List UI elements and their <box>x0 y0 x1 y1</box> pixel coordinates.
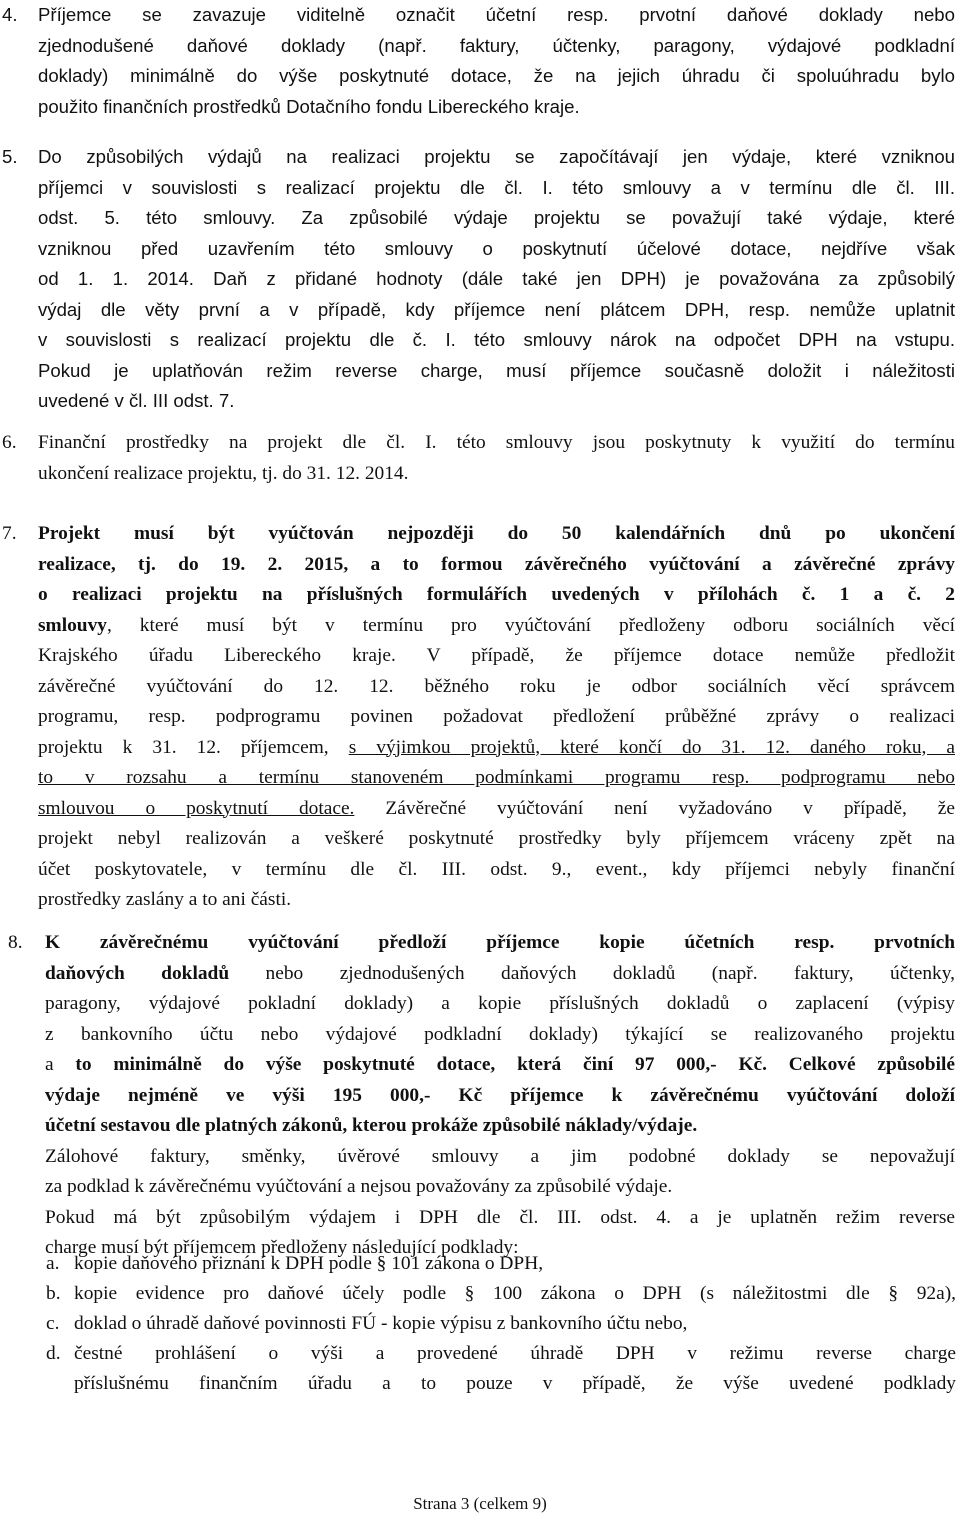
text-line: charge musí být příjemcem předloženy následující podklady: <box>45 1237 519 1258</box>
subitem-label: a. <box>46 1253 60 1274</box>
text-line: ukončení realizace projektu, tj. do 31. 12. 2014. <box>38 462 409 484</box>
text-line <box>38 550 955 581</box>
subitem-text <box>74 1249 956 1279</box>
text-line: Pokud má být způsobilým výdajem i DPH dle čl. III. odst. 4. a je uplatněn režim reverse <box>45 1206 955 1228</box>
text-line: z bankovního účtu nebo výdajové podkladní doklady) týkající se realizovaného projektu <box>45 1023 955 1045</box>
underlined-text: smlouvou o poskytnutí dotace. <box>38 797 355 819</box>
text-line: doklady) minimálně do výše poskytnuté dotace, že na jejich úhradu či spoluúhradu bylo <box>38 65 955 86</box>
text-line: kopie daňového přiznání k DPH podle § 101 zákona o DPH, <box>74 1253 544 1274</box>
bold-text: o realizaci projektu na příslušných formulářích uvedených v přílohách č. 1 a č. 2 <box>38 584 955 605</box>
text-line: za podklad k závěrečnému vyúčtování a nejsou považovány za způsobilé výdaje. <box>45 1176 673 1197</box>
text-line: projektu k 31. 12. příjemcem, s výjimkou projektů, které končí do 31. 12. daného roku, a <box>38 736 955 758</box>
bold-text: výdaje nejméně ve výši 195 000,- Kč příjemce k závěrečnému vyúčtování doloží <box>45 1084 955 1106</box>
text-line: čestné prohlášení o výši a provedené úhradě DPH v režimu reverse charge <box>74 1343 956 1364</box>
text-line: Pokud je uplatňován režim reverse charge, musí příjemce současně doložit i náležitosti <box>38 359 955 381</box>
bold-text: daňových dokladů <box>45 962 230 984</box>
bold-text: to minimálně do výše poskytnuté dotace, která činí 97 000,- Kč. <box>75 1054 767 1075</box>
text-line: Do způsobilých výdajů na realizaci projektu se započítávají jen výdaje, které vzniknou <box>38 146 955 167</box>
text-line <box>38 580 955 611</box>
underlined-text: to v rozsahu a termínu stanoveném podmínkami programu resp. podprogramu nebo <box>38 767 955 788</box>
text-line: a to minimálně do výše poskytnuté dotace, která činí 97 000,- Kč. Celkové způsobilé <box>45 1054 955 1075</box>
clause-text <box>38 0 955 122</box>
clause-number: 4. <box>2 4 18 25</box>
text-line: programu, resp. podprogramu povinen požadovat předložení průběžné zprávy o realizaci <box>38 706 955 727</box>
clause-number: 8. <box>8 932 23 953</box>
clause-number: 6. <box>2 432 17 453</box>
text-line <box>45 928 955 959</box>
text-line: výdaj dle věty první a v případě, kdy příjemce není plátcem DPH, resp. nemůže uplatnit <box>38 298 955 320</box>
text-line <box>38 763 955 794</box>
text-line: Krajského úřadu Libereckého kraje. V případě, že příjemce dotace nemůže předložit <box>38 645 955 666</box>
text-line: Finanční prostředky na projekt dle čl. I. této smlouvy jsou poskytnuty k využití do termínu <box>38 432 955 453</box>
subitem-label: c. <box>46 1313 60 1334</box>
subitem-label: b. <box>46 1283 61 1304</box>
text-line: příjemci v souvislosti s realizací projektu dle čl. I. této smlouvy a v termínu dle čl. III. <box>38 176 955 198</box>
text-line: prostředky zaslány a to ani části. <box>38 889 292 910</box>
text-line: Příjemce se zavazuje viditelně označit účetní resp. prvotní daňové doklady nebo <box>38 4 955 25</box>
text-line: použito finančních prostředků Dotačního fondu Libereckého kraje. <box>38 95 580 117</box>
page-footer: Strana 3 (celkem 9) <box>413 1494 547 1513</box>
text-line: uvedené v čl. III odst. 7. <box>38 390 235 411</box>
clause-number: 5. <box>2 146 18 167</box>
bold-text: K závěrečnému vyúčtování předloží příjemce kopie účetních resp. prvotních <box>45 932 955 953</box>
subitem-label: d. <box>46 1343 61 1364</box>
bold-text: smlouvy <box>38 614 107 636</box>
clause-text <box>45 928 955 1264</box>
text-line: zjednodušené daňové doklady (např. faktury, účtenky, paragony, výdajové podkladní <box>38 34 955 56</box>
text-line: Zálohové faktury, směnky, úvěrové smlouvy a jim podobné doklady se nepovažují <box>45 1145 955 1167</box>
text-line: kopie evidence pro daňové účely podle § 100 zákona o DPH (s náležitostmi dle § 92a), <box>74 1283 956 1304</box>
text-line: od 1. 1. 2014. Daň z přidané hodnoty (dále také jen DPH) je považována za způsobilý <box>38 268 955 289</box>
clause-number: 7. <box>2 523 17 544</box>
subitem-text <box>74 1279 956 1309</box>
text-line: smlouvou o poskytnutí dotace. Závěrečné vyúčtování není vyžadováno v případě, že <box>38 797 955 819</box>
clause-text <box>38 428 955 489</box>
clause-text <box>38 519 955 916</box>
text-line: odst. 5. této smlouvy. Za způsobilé výdaje projektu se považují také výdaje, které <box>38 207 955 228</box>
text-line: projekt nebyl realizován a veškeré poskytnuté prostředky byly příjemcem vráceny zpět na <box>38 828 955 849</box>
text-line <box>45 1111 955 1142</box>
bold-text: Celkové způsobilé <box>766 1054 955 1075</box>
bold-text: Projekt musí být vyúčtován nejpozději do 50 kalendářních dnů po ukončení <box>38 523 955 544</box>
text-line: smlouvy, které musí být v termínu pro vyúčtování předloženy odboru sociálních věcí <box>38 614 955 636</box>
text-line: v souvislosti s realizací projektu dle č. I. této smlouvy nárok na odpočet DPH na vstupu. <box>38 329 955 350</box>
text-line <box>45 1081 955 1112</box>
text-line: paragony, výdajové pokladní doklady) a kopie příslušných dokladů o zaplacení (výpisy <box>45 993 955 1014</box>
subitem-text <box>74 1309 956 1339</box>
text-line: účet poskytovatele, v termínu dle čl. III. odst. 9., event., kdy příjemci nebyly finanční <box>38 858 955 880</box>
underlined-text: s výjimkou projektů, které končí do 31. 12. daného roku, a <box>348 736 955 758</box>
bold-text: účetní sestavou dle platných zákonů, kterou prokáže způsobilé náklady/výdaje. <box>45 1115 698 1136</box>
text-line: daňových dokladů nebo zjednodušených daňových dokladů (např. faktury, účtenky, <box>45 962 955 984</box>
text-line <box>38 519 955 550</box>
text-line: příslušnému finančním úřadu a to pouze v případě, že výše uvedené podklady <box>74 1373 956 1394</box>
text-line: vzniknou před uzavřením této smlouvy o poskytnutí účelové dotace, nejdříve však <box>38 237 955 259</box>
bold-text: realizace, tj. do 19. 2. 2015, a to formou závěrečného vyúčtování a závěrečné zprávy <box>38 553 955 575</box>
clause-text <box>38 142 955 417</box>
text-line: doklad o úhradě daňové povinnosti FÚ - kopie výpisu z bankovního účtu nebo, <box>74 1313 688 1334</box>
text-line: závěrečné vyúčtování do 12. 12. běžného roku je odbor sociálních věcí správcem <box>38 675 955 697</box>
subitem-text <box>74 1339 956 1399</box>
